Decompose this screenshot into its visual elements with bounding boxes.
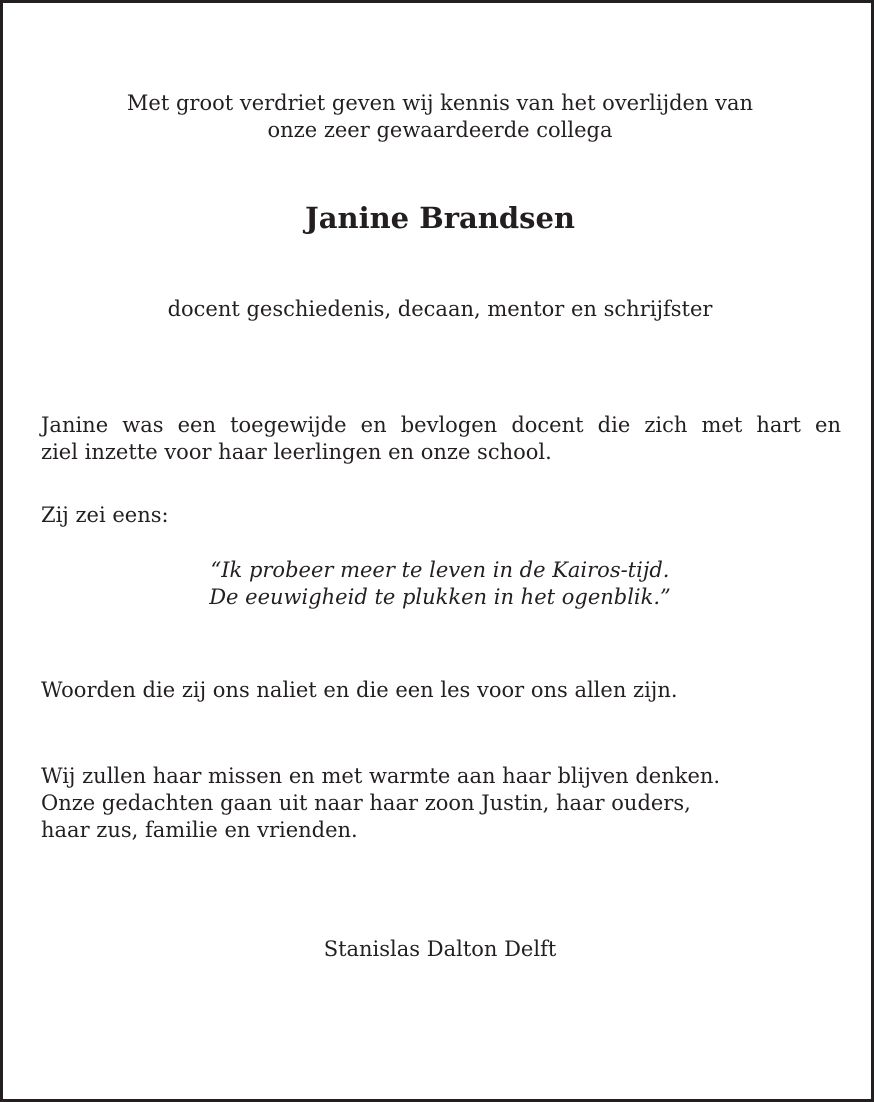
paragraph-condolence-line-2: Onze gedachten gaan uit naar haar zoon Justin, haar ouders, — [41, 791, 691, 815]
quote — [3, 557, 874, 611]
paragraph-condolence-line-3: haar zus, familie en vrienden. — [41, 818, 358, 842]
quote-line-1: “Ik probeer meer te leven in de Kairos-tijd. — [210, 558, 670, 582]
paragraph-lesson: Woorden die zij ons naliet en die een les voor ons allen zijn. — [41, 678, 678, 702]
signature: Stanislas Dalton Delft — [323, 937, 557, 961]
intro-line-1: Met groot verdriet geven wij kennis van het overlijden van — [126, 91, 754, 115]
paragraph-dedication-line-1: Janine was een toegewijde en bevlogen docent die zich met hart en — [41, 413, 841, 437]
paragraph-quote-intro: Zij zei eens: — [41, 503, 169, 527]
deceased-name: Janine Brandsen — [304, 201, 576, 235]
intro-line-2: onze zeer gewaardeerde collega — [267, 118, 613, 142]
quote-line-2: De eeuwigheid te plukken in het ogenblik.” — [209, 585, 671, 609]
paragraph-dedication-line-2: ziel inzette voor haar leerlingen en onze school. — [41, 440, 552, 464]
paragraph-condolence-line-1: Wij zullen haar missen en met warmte aan haar blijven denken. — [41, 764, 721, 788]
paragraph-dedication — [41, 412, 841, 466]
intro-text — [3, 90, 874, 144]
paragraph-condolence — [41, 763, 841, 844]
deceased-role: docent geschiedenis, decaan, mentor en schrijfster — [167, 297, 713, 321]
